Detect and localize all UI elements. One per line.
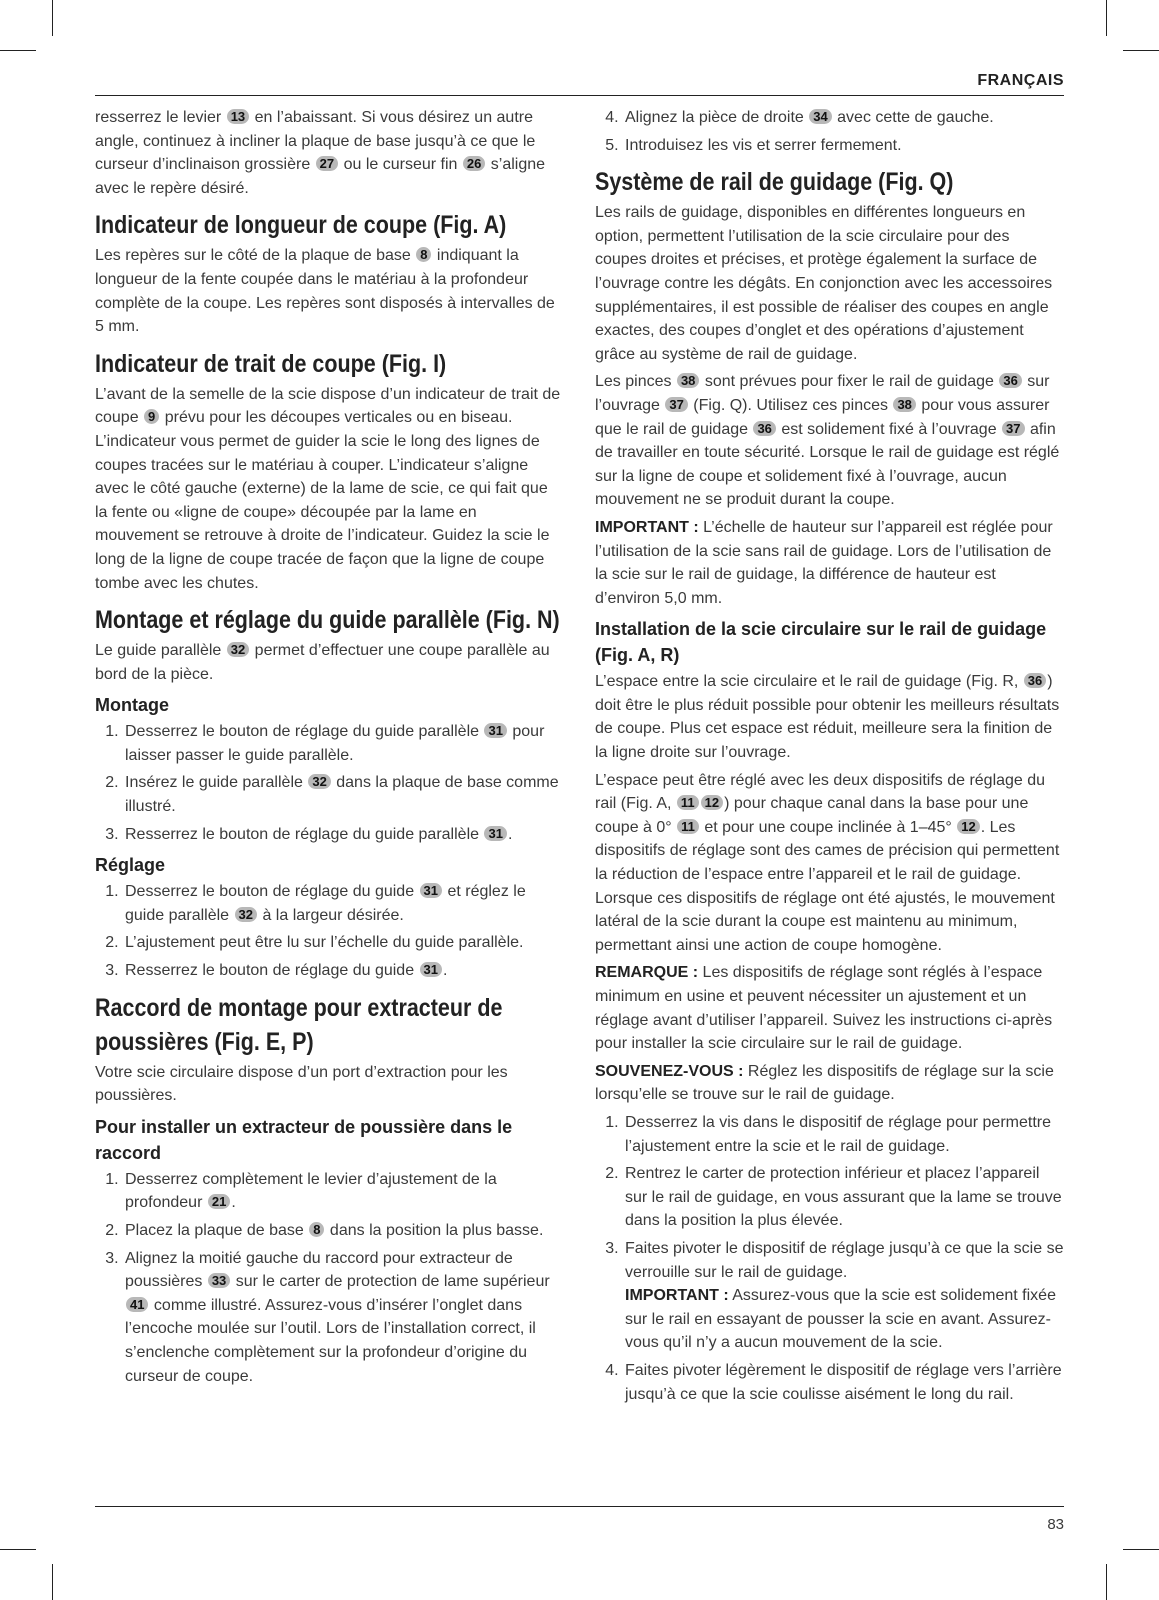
- section-body: Le guide parallèle 32 permet d’effectuer une coupe parallèle au bord de la pièce.: [95, 642, 550, 683]
- ref-badge: 38: [893, 397, 915, 412]
- list-item: 3. Alignez la moitié gauche du raccord pour extracteur de poussières 33 sur le carter de protection de lame supérieur 41 comme illustré. Assurez-vous d’insérer l’onglet dans l’encoche moulée sur l’outil. Lors de l’installation correct, il s’enclenche complètement sur la profondeur d’origine du curseur de coupe.: [123, 1247, 563, 1389]
- ref-badge: 38: [677, 373, 699, 388]
- subsection-title-install-extractor: Pour installer un extracteur de poussière dans le raccord: [95, 1116, 513, 1163]
- list-item: 3. Faites pivoter le dispositif de réglage jusqu’à ce que la scie se verrouille sur le rail de guidage. IMPORTANT : Assurez-vous que la scie est solidement fixée sur le rail en essayant de pousser la scie en avant. Assurez-vous qu’il n’y a aucun mouvement de la scie.: [623, 1237, 1065, 1355]
- ref-badge: 32: [227, 642, 249, 657]
- montage-list: [95, 720, 563, 846]
- header-rule: [95, 95, 1064, 96]
- ref-badge: 32: [308, 774, 330, 789]
- section-body: L’avant de la semelle de la scie dispose d’un indicateur de trait de coupe 9 prévu pour les découpes verticales ou en biseau. L’indicateur vous permet de guider la scie le long des lignes de coupes tracées sur le matériau à couper. L’indicateur s’aligne avec le côté gauche (externe) de la lame de scie, ce qui fait que la fente ou «ligne de coupe» découpée par la lame en mouvement se retrouve à droite de l’indicateur. Guidez la scie le long de la ligne de coupe tracée de façon que la ligne de coupe tombe avec les chutes.: [95, 385, 561, 592]
- reglage-list: [95, 880, 563, 982]
- ref-badge: 37: [665, 397, 687, 412]
- list-item: 2. L’ajustement peut être lu sur l’échelle du guide parallèle.: [123, 931, 563, 955]
- footer-rule: [95, 1506, 1064, 1507]
- subsection-title-reglage: Réglage: [95, 855, 166, 876]
- crop-mark: [1123, 1549, 1159, 1550]
- ref-badge: 34: [809, 109, 831, 124]
- crop-mark: [1106, 1564, 1107, 1600]
- right-column: [595, 106, 1065, 1410]
- install-saw-list: [595, 1111, 1065, 1406]
- ref-badge: 27: [316, 156, 338, 171]
- section-title-dust-extraction: Raccord de montage pour extracteur de poussières (Fig. E, P): [95, 993, 503, 1056]
- subsection-title-install-saw: Installation de la scie circulaire sur le rail de guidage (Fig. A, R): [595, 619, 1047, 666]
- ref-badge: 36: [1024, 673, 1046, 688]
- crop-mark: [52, 1564, 53, 1600]
- crop-mark: [52, 0, 53, 36]
- list-item: 1. Desserrez complètement le levier d’ajustement de la profondeur 21 .: [123, 1168, 563, 1215]
- ref-badge: 33: [208, 1273, 230, 1288]
- ref-badge: 31: [420, 883, 442, 898]
- ref-badge: 13: [227, 109, 249, 124]
- ref-badge: 11: [677, 795, 699, 810]
- ref-badge: 31: [484, 826, 506, 841]
- ref-badge: 37: [1002, 421, 1024, 436]
- ref-badge: 21: [208, 1194, 230, 1209]
- crop-mark: [0, 1549, 36, 1550]
- section-title-cut-line: Indicateur de trait de coupe (Fig. I): [95, 349, 447, 378]
- ref-badge: 8: [416, 247, 431, 262]
- crop-mark: [1123, 50, 1159, 51]
- subsection-title-montage: Montage: [95, 695, 169, 716]
- ref-badge: 8: [309, 1222, 324, 1237]
- list-item: 4. Alignez la pièce de droite 34 avec cette de gauche.: [623, 106, 1065, 130]
- list-item: 3. Resserrez le bouton de réglage du guide 31 .: [123, 959, 563, 983]
- section-title-cut-length: Indicateur de longueur de coupe (Fig. A): [95, 211, 507, 240]
- section-title-guide-rail: Système de rail de guidage (Fig. Q): [595, 168, 954, 197]
- important-note: IMPORTANT : L’échelle de hauteur sur l’appareil est réglée pour l’utilisation de la scie sans rail de guidage. Lors de l’utilisation de la scie sur le rail de guidage, la différence de hauteur est d’environ 5,0 mm.: [595, 518, 1053, 607]
- list-item: 2. Placez la plaque de base 8 dans la position la plus basse.: [123, 1219, 563, 1243]
- crop-mark: [1106, 0, 1107, 36]
- ref-badge: 31: [484, 723, 506, 738]
- section-body: Les pinces 38 sont prévues pour fixer le rail de guidage 36 sur l’ouvrage 37 (Fig. Q). Utilisez ces pinces 38 pour vous assurer que le rail de guidage 36 est solidement fixé à l’ouvrage 37 afin de travailler en toute sécurité. Lorsque le rail de guidage est réglé sur la ligne de coupe et solidement fixé à l’ouvrage, aucun mouvement ne se produit durant la coupe.: [595, 373, 1060, 509]
- ref-badge: 36: [753, 421, 775, 436]
- list-item: 1. Desserrez la vis dans le dispositif de réglage pour permettre l’ajustement entre la scie et le rail de guidage.: [623, 1111, 1065, 1158]
- section-body: Les rails de guidage, disponibles en différentes longueurs en option, permettent l’utilisation de la scie circulaire pour des coupes droites et précises, et protège également la surface de l’ouvrage contre les dégâts. En conjonction avec les accessoires supplémentaires, il est possible de réaliser des coupes en angle exactes, des coupes d’onglet et des opérations d’ajustement grâce au système de rail de guidage.: [595, 204, 1053, 363]
- left-column: [95, 106, 563, 1392]
- list-item: 1. Desserrez le bouton de réglage du guide parallèle 31 pour laisser passer le guide parallèle.: [123, 720, 563, 767]
- ref-badge: 36: [999, 373, 1021, 388]
- section-body: Votre scie circulaire dispose d’un port d’extraction pour les poussières.: [95, 1063, 508, 1105]
- extractor-list: [95, 1168, 563, 1388]
- list-item: 2. Insérez le guide parallèle 32 dans la plaque de base comme illustré.: [123, 771, 563, 818]
- section-body: L’espace peut être réglé avec les deux dispositifs de réglage du rail (Fig. A, 11 12 ) pour chaque canal dans la base pour une coupe à 0° 11 et pour une coupe inclinée à 1–45° 12 . Les dispositifs de réglage sont des cames de précision qui permettent la réduction de l’espace entre l’appareil et le rail de guidage. Lorsque ces dispositifs de réglage ont été ajustés, le mouvement latéral de la scie durant la coupe est maintenu au minimum, permettant ainsi une action de coupe homogène.: [595, 771, 1060, 954]
- ref-badge: 31: [420, 962, 442, 977]
- list-item: 5. Introduisez les vis et serrer fermement.: [623, 134, 1065, 158]
- ref-badge: 11: [677, 819, 699, 834]
- list-item: 2. Rentrez le carter de protection inférieur et placez l’appareil sur le rail de guidage, en vous assurant que la lame se trouve dans la position la plus élevée.: [623, 1162, 1065, 1233]
- ref-badge: 26: [463, 156, 485, 171]
- language-header: FRANÇAIS: [977, 72, 1064, 89]
- list-item: 1. Desserrez le bouton de réglage du guide 31 et réglez le guide parallèle 32 à la largeur désirée.: [123, 880, 563, 927]
- list-item: 3. Resserrez le bouton de réglage du guide parallèle 31 .: [123, 823, 563, 847]
- ref-badge: 32: [235, 907, 257, 922]
- ref-badge: 12: [957, 819, 979, 834]
- extractor-list-continued: [595, 106, 1065, 157]
- page-number: 83: [1047, 1516, 1064, 1533]
- section-title-parallel-guide: Montage et réglage du guide parallèle (Fig. N): [95, 606, 560, 635]
- section-body: L’espace entre la scie circulaire et le rail de guidage (Fig. R, 36 ) doit être le plus réduit possible pour obtenir les meilleurs résultats de coupe. Plus cet espace est réduit, meilleure sera la finition de la ligne droite sur l’ouvrage.: [595, 673, 1060, 762]
- section-body: Les repères sur le côté de la plaque de base 8 indiquant la longueur de la fente coupée dans le matériau à la profondeur complète de la coupe. Les repères sont disposés à intervalles de 5 mm.: [95, 247, 555, 336]
- reminder-note: SOUVENEZ-VOUS : Réglez les dispositifs de réglage sur la scie lorsqu’elle se trouve sur le rail de guidage.: [595, 1062, 1054, 1104]
- ref-badge: 9: [144, 409, 159, 424]
- list-item: 4. Faites pivoter légèrement le dispositif de réglage vers l’arrière jusqu’à ce que la scie coulisse aisément le long du rail.: [623, 1359, 1065, 1406]
- crop-mark: [0, 50, 36, 51]
- ref-badge: 12: [701, 795, 723, 810]
- intro-paragraph: resserrez le levier 13 en l’abaissant. Si vous désirez un autre angle, continuez à incliner la plaque de base jusqu’à ce que le curseur d’inclinaison grossière 27 ou le curseur fin 26 s’aligne avec le repère désiré.: [95, 109, 546, 197]
- ref-badge: 41: [126, 1297, 148, 1312]
- remark-note: REMARQUE : Les dispositifs de réglage sont réglés à l’espace minimum en usine et peuvent nécessiter un ajustement et un réglage avant d’utiliser l’appareil. Suivez les instructions ci-après pour installer la scie circulaire sur le rail de guidage.: [595, 964, 1053, 1053]
